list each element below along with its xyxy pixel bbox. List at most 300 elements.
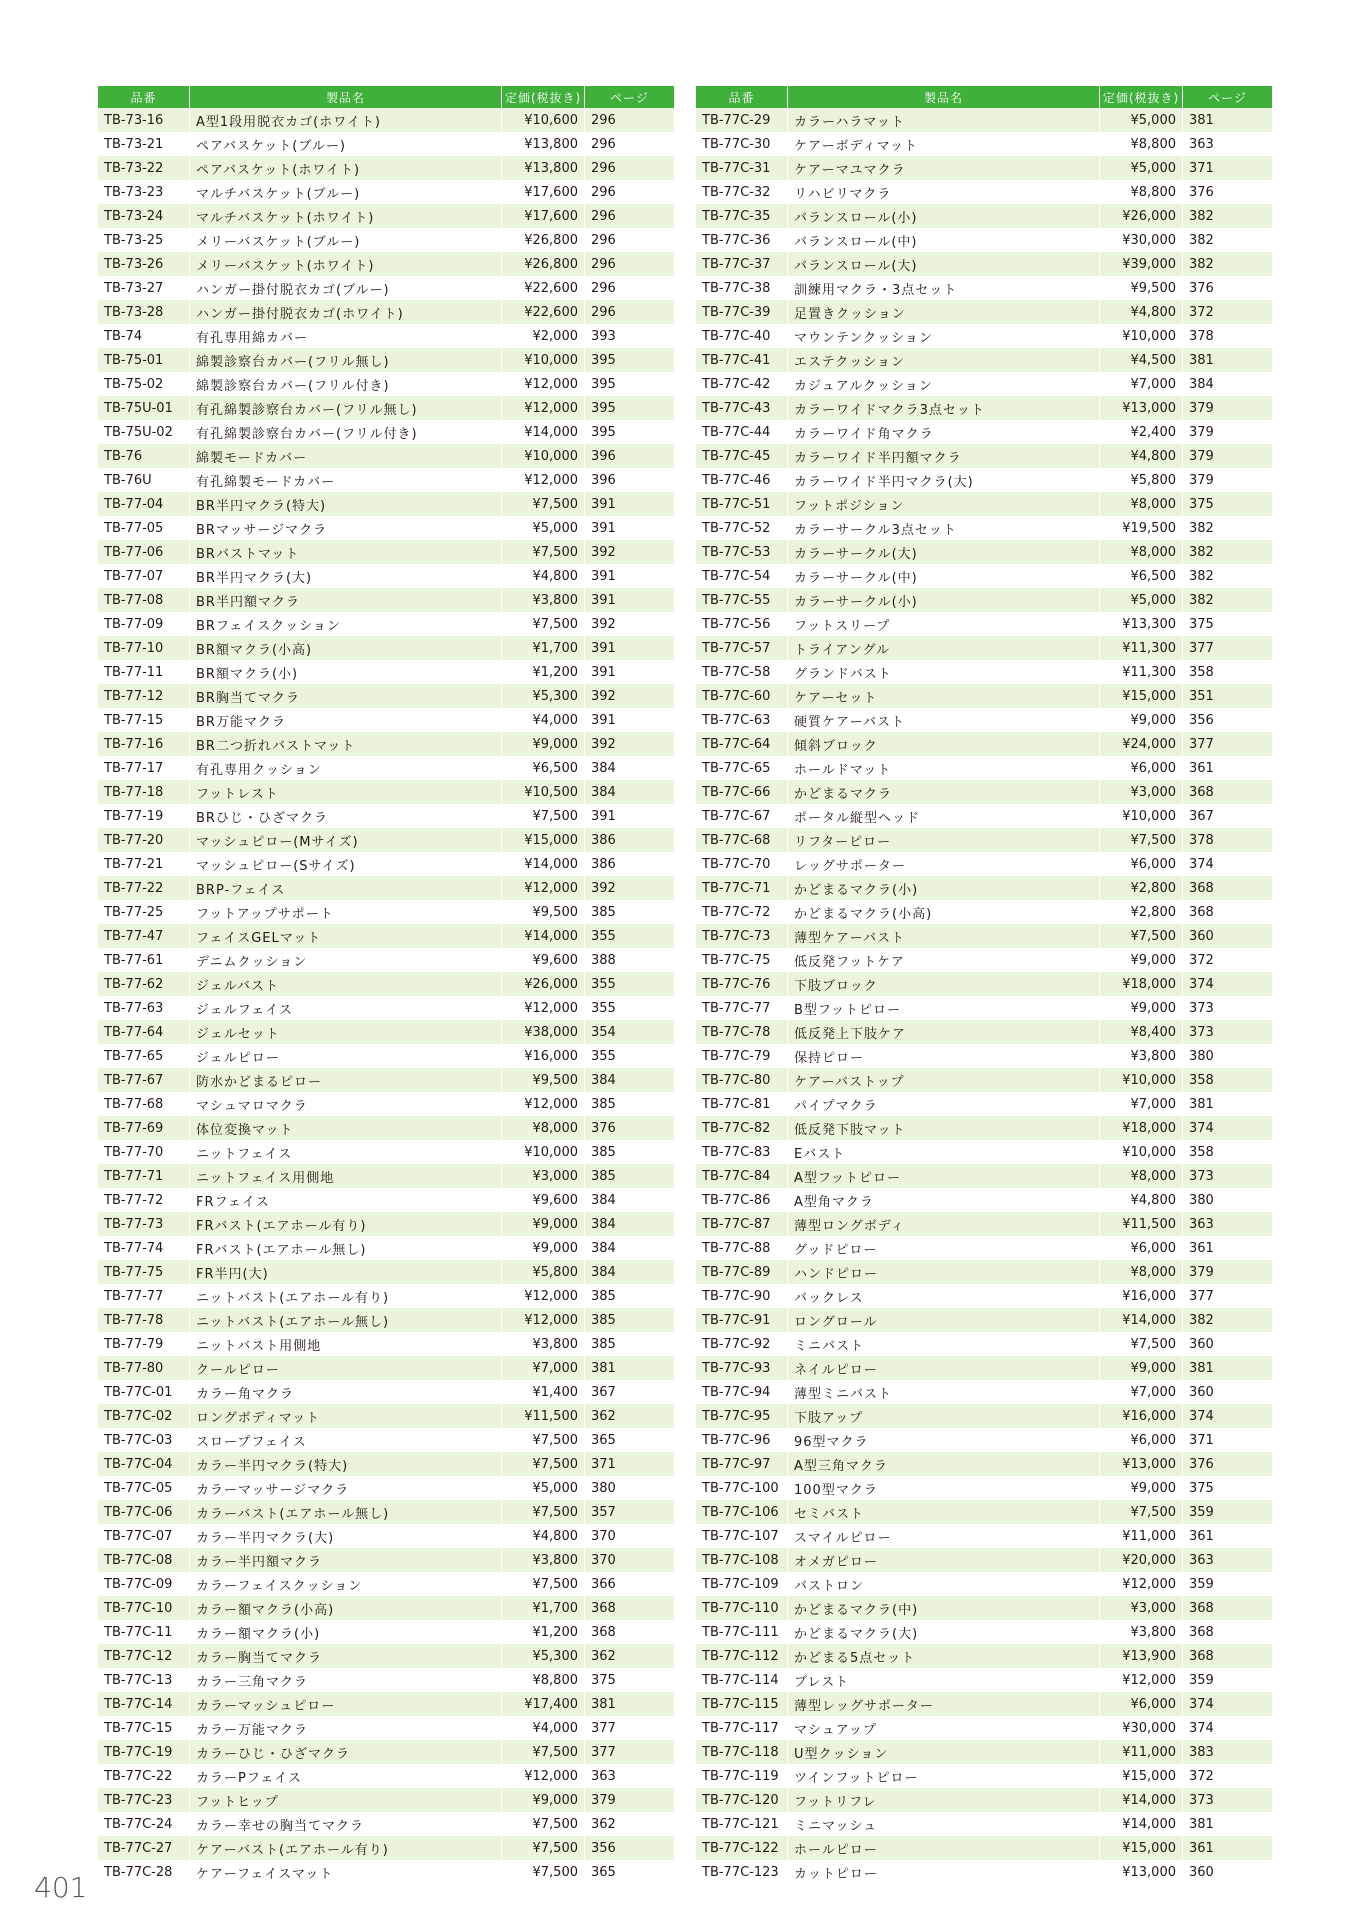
- product-price: ¥1,200: [501, 1620, 584, 1644]
- table-row: [98, 1404, 674, 1428]
- product-price: ¥2,000: [501, 324, 584, 348]
- product-name: マルチバスケット(ホワイト): [189, 204, 501, 228]
- product-code: TB-77-67: [98, 1068, 189, 1092]
- table-row: [696, 876, 1272, 900]
- product-name: 保持ピロー: [787, 1044, 1099, 1068]
- table-row: [696, 780, 1272, 804]
- product-name: フットポジション: [787, 492, 1099, 516]
- product-code: TB-77C-117: [696, 1716, 787, 1740]
- product-price: ¥7,500: [501, 1812, 584, 1836]
- product-price: ¥15,000: [501, 828, 584, 852]
- product-price: ¥20,000: [1099, 1548, 1182, 1572]
- product-code: TB-77C-81: [696, 1092, 787, 1116]
- table-row: [696, 1284, 1272, 1308]
- product-name: ペアバスケット(ブルー): [189, 132, 501, 156]
- catalog-page: 372: [1182, 300, 1272, 324]
- product-price: ¥18,000: [1099, 972, 1182, 996]
- catalog-page: 355: [584, 972, 674, 996]
- product-name: メリーバスケット(ホワイト): [189, 252, 501, 276]
- product-code: TB-77-72: [98, 1188, 189, 1212]
- product-price: ¥14,000: [501, 924, 584, 948]
- catalog-page: 296: [584, 132, 674, 156]
- product-name: ケアーフェイスマット: [189, 1860, 501, 1884]
- product-name: マッシュピロー(Sサイズ): [189, 852, 501, 876]
- product-price: ¥5,000: [1099, 108, 1182, 132]
- product-name: BR半円額マクラ: [189, 588, 501, 612]
- product-name: フットレスト: [189, 780, 501, 804]
- product-price: ¥7,000: [501, 1356, 584, 1380]
- product-code: TB-77C-122: [696, 1836, 787, 1860]
- product-price: ¥12,000: [1099, 1572, 1182, 1596]
- product-code: TB-77-17: [98, 756, 189, 780]
- catalog-page: 381: [584, 1692, 674, 1716]
- product-code: TB-77C-94: [696, 1380, 787, 1404]
- catalog-page: 376: [1182, 180, 1272, 204]
- catalog-page: 392: [584, 612, 674, 636]
- product-name: マシュアップ: [787, 1716, 1099, 1740]
- product-name: スマイルピロー: [787, 1524, 1099, 1548]
- product-code: TB-77-74: [98, 1236, 189, 1260]
- table-row: [98, 1452, 674, 1476]
- product-price: ¥7,500: [501, 492, 584, 516]
- product-code: TB-75-02: [98, 372, 189, 396]
- table-row: [696, 1500, 1272, 1524]
- product-name: マルチバスケット(ブルー): [189, 180, 501, 204]
- product-price: ¥9,000: [501, 732, 584, 756]
- product-price: ¥14,000: [1099, 1308, 1182, 1332]
- product-name: ジェルセット: [189, 1020, 501, 1044]
- product-price: ¥9,000: [1099, 708, 1182, 732]
- product-name: 薄型レッグサポーター: [787, 1692, 1099, 1716]
- product-name: ホールピロー: [787, 1836, 1099, 1860]
- product-price: ¥1,400: [501, 1380, 584, 1404]
- catalog-page: 360: [1182, 924, 1272, 948]
- catalog-page: 391: [584, 516, 674, 540]
- product-code: TB-77C-96: [696, 1428, 787, 1452]
- catalog-page: 368: [1182, 1644, 1272, 1668]
- catalog-page: 360: [1182, 1332, 1272, 1356]
- product-name: カラー半円マクラ(大): [189, 1524, 501, 1548]
- product-name: ロングロール: [787, 1308, 1099, 1332]
- table-row: [98, 1596, 674, 1620]
- table-row: [696, 1380, 1272, 1404]
- product-name: クールピロー: [189, 1356, 501, 1380]
- table-header-row: [696, 86, 1272, 108]
- table-row: [98, 852, 674, 876]
- product-name: カラーサークル(小): [787, 588, 1099, 612]
- product-price: ¥3,000: [1099, 780, 1182, 804]
- product-price: ¥7,500: [1099, 1332, 1182, 1356]
- product-price: ¥10,000: [501, 348, 584, 372]
- product-code: TB-77-47: [98, 924, 189, 948]
- product-code: TB-77C-52: [696, 516, 787, 540]
- product-name: カラーサークル3点セット: [787, 516, 1099, 540]
- table-row: [98, 1092, 674, 1116]
- product-price: ¥8,000: [1099, 540, 1182, 564]
- product-name: バストロン: [787, 1572, 1099, 1596]
- product-name: BRP-フェイス: [189, 876, 501, 900]
- product-name: ケアーバストップ: [787, 1068, 1099, 1092]
- table-row: [696, 924, 1272, 948]
- product-name: カラーサークル(大): [787, 540, 1099, 564]
- product-name: 訓練用マクラ・3点セット: [787, 276, 1099, 300]
- product-code: TB-77C-28: [98, 1860, 189, 1884]
- catalog-page: 377: [584, 1740, 674, 1764]
- product-code: TB-77C-67: [696, 804, 787, 828]
- catalog-page: 375: [1182, 492, 1272, 516]
- catalog-page: 377: [1182, 1284, 1272, 1308]
- product-price: ¥17,600: [501, 180, 584, 204]
- table-row: [696, 948, 1272, 972]
- table-row: [696, 660, 1272, 684]
- product-price: ¥10,000: [501, 1140, 584, 1164]
- product-table-right: [696, 86, 1272, 1884]
- table-row: [98, 324, 674, 348]
- product-code: TB-77C-73: [696, 924, 787, 948]
- product-name: A型角マクラ: [787, 1188, 1099, 1212]
- page-number: 401: [34, 1871, 88, 1904]
- product-name: カラーワイド半円マクラ(大): [787, 468, 1099, 492]
- product-code: TB-77C-108: [696, 1548, 787, 1572]
- table-row: [98, 756, 674, 780]
- product-name: フットアップサポート: [189, 900, 501, 924]
- table-row: [696, 252, 1272, 276]
- product-code: TB-77C-68: [696, 828, 787, 852]
- product-code: TB-77C-90: [696, 1284, 787, 1308]
- product-code: TB-77C-95: [696, 1404, 787, 1428]
- table-row: [696, 1812, 1272, 1836]
- product-name: 有孔綿製診察台カバー(フリル付き): [189, 420, 501, 444]
- product-price: ¥8,000: [501, 1116, 584, 1140]
- product-name: 傾斜ブロック: [787, 732, 1099, 756]
- product-price: ¥13,000: [1099, 1452, 1182, 1476]
- product-name: FRバスト(エアホール無し): [189, 1236, 501, 1260]
- catalog-page: 384: [584, 756, 674, 780]
- product-code: TB-77-19: [98, 804, 189, 828]
- table-row: [696, 1548, 1272, 1572]
- product-price: ¥9,500: [1099, 276, 1182, 300]
- product-code: TB-77C-112: [696, 1644, 787, 1668]
- product-code: TB-75U-01: [98, 396, 189, 420]
- product-code: TB-77-63: [98, 996, 189, 1020]
- catalog-page: 377: [1182, 732, 1272, 756]
- product-code: TB-77C-53: [696, 540, 787, 564]
- catalog-page: 361: [1182, 1236, 1272, 1260]
- catalog-page: 370: [584, 1524, 674, 1548]
- product-name: カラー額マクラ(小): [189, 1620, 501, 1644]
- product-price: ¥7,500: [501, 540, 584, 564]
- product-price: ¥6,500: [501, 756, 584, 780]
- catalog-page: 395: [584, 372, 674, 396]
- catalog-page: 378: [1182, 828, 1272, 852]
- product-code: TB-75U-02: [98, 420, 189, 444]
- table-row: [696, 396, 1272, 420]
- product-code: TB-73-27: [98, 276, 189, 300]
- table-row: [98, 1380, 674, 1404]
- product-price: ¥7,500: [501, 1836, 584, 1860]
- product-price: ¥15,000: [1099, 1836, 1182, 1860]
- product-code: TB-77C-82: [696, 1116, 787, 1140]
- catalog-page: 372: [1182, 1764, 1272, 1788]
- catalog-page: 361: [1182, 1524, 1272, 1548]
- catalog-page: 380: [1182, 1188, 1272, 1212]
- product-name: カラーマッシュピロー: [189, 1692, 501, 1716]
- product-name: かどまるマクラ(大): [787, 1620, 1099, 1644]
- product-code: TB-76U: [98, 468, 189, 492]
- table-row: [696, 1764, 1272, 1788]
- catalog-page: 371: [1182, 156, 1272, 180]
- catalog-page: 374: [1182, 852, 1272, 876]
- product-name: マウンテンクッション: [787, 324, 1099, 348]
- product-code: TB-77C-45: [696, 444, 787, 468]
- product-price: ¥7,500: [501, 612, 584, 636]
- table-row: [98, 1236, 674, 1260]
- catalog-page: 373: [1182, 1164, 1272, 1188]
- product-name: レッグサポーター: [787, 852, 1099, 876]
- product-name: 下肢ブロック: [787, 972, 1099, 996]
- product-name: フットリフレ: [787, 1788, 1099, 1812]
- table-row: [696, 732, 1272, 756]
- product-name: ツインフットピロー: [787, 1764, 1099, 1788]
- catalog-page: 351: [1182, 684, 1272, 708]
- product-name: カラーバスト(エアホール無し): [189, 1500, 501, 1524]
- product-code: TB-77C-58: [696, 660, 787, 684]
- product-price: ¥4,800: [501, 1524, 584, 1548]
- product-name: カラーPフェイス: [189, 1764, 501, 1788]
- catalog-page: 371: [584, 1452, 674, 1476]
- table-row: [98, 1164, 674, 1188]
- product-name: カラーマッサージマクラ: [189, 1476, 501, 1500]
- table-row: [98, 1476, 674, 1500]
- product-price: ¥10,500: [501, 780, 584, 804]
- product-price: ¥7,500: [1099, 924, 1182, 948]
- product-price: ¥11,000: [1099, 1524, 1182, 1548]
- table-row: [696, 348, 1272, 372]
- catalog-page: 355: [584, 924, 674, 948]
- product-price: ¥5,000: [1099, 156, 1182, 180]
- table-row: [696, 612, 1272, 636]
- header-product-name: 製品名: [189, 86, 501, 108]
- product-name: カラー半円マクラ(特大): [189, 1452, 501, 1476]
- product-name: マッシュピロー(Mサイズ): [189, 828, 501, 852]
- catalog-page: 368: [584, 1620, 674, 1644]
- product-price: ¥12,000: [1099, 1668, 1182, 1692]
- table-row: [696, 1788, 1272, 1812]
- catalog-page: 296: [584, 108, 674, 132]
- product-name: カジュアルクッション: [787, 372, 1099, 396]
- catalog-page: 379: [1182, 1260, 1272, 1284]
- catalog-page: 396: [584, 444, 674, 468]
- product-price: ¥8,800: [1099, 180, 1182, 204]
- product-code: TB-77C-42: [696, 372, 787, 396]
- product-name: FRバスト(エアホール有り): [189, 1212, 501, 1236]
- product-name: ニットバスト用側地: [189, 1332, 501, 1356]
- product-code: TB-77C-19: [98, 1740, 189, 1764]
- product-code: TB-77C-55: [696, 588, 787, 612]
- product-price: ¥14,000: [1099, 1812, 1182, 1836]
- product-code: TB-77C-77: [696, 996, 787, 1020]
- catalog-page: 384: [584, 1260, 674, 1284]
- catalog-page: 392: [584, 732, 674, 756]
- product-name: ジェルフェイス: [189, 996, 501, 1020]
- product-price: ¥30,000: [1099, 228, 1182, 252]
- product-code: TB-77C-91: [696, 1308, 787, 1332]
- product-code: TB-77C-51: [696, 492, 787, 516]
- catalog-page: 359: [1182, 1668, 1272, 1692]
- product-price: ¥9,000: [501, 1212, 584, 1236]
- product-name: オメガピロー: [787, 1548, 1099, 1572]
- product-code: TB-77C-56: [696, 612, 787, 636]
- table-row: [696, 180, 1272, 204]
- product-price: ¥13,000: [1099, 1860, 1182, 1884]
- product-price: ¥11,500: [1099, 1212, 1182, 1236]
- catalog-page: 382: [1182, 1308, 1272, 1332]
- catalog-page: 354: [584, 1020, 674, 1044]
- table-row: [696, 444, 1272, 468]
- product-price: ¥5,000: [501, 1476, 584, 1500]
- product-price: ¥6,000: [1099, 1428, 1182, 1452]
- product-name: 低反発下肢マット: [787, 1116, 1099, 1140]
- table-row: [98, 1788, 674, 1812]
- product-price: ¥22,600: [501, 276, 584, 300]
- catalog-page: 391: [584, 804, 674, 828]
- product-price: ¥9,000: [1099, 996, 1182, 1020]
- table-row: [696, 804, 1272, 828]
- product-price: ¥12,000: [501, 996, 584, 1020]
- product-name: カラーハラマット: [787, 108, 1099, 132]
- product-code: TB-77-62: [98, 972, 189, 996]
- product-price: ¥5,300: [501, 684, 584, 708]
- catalog-page: 380: [584, 1476, 674, 1500]
- catalog-page: 296: [584, 204, 674, 228]
- product-name: ニットバスト(エアホール有り): [189, 1284, 501, 1308]
- table-row: [696, 1092, 1272, 1116]
- product-code: TB-77-75: [98, 1260, 189, 1284]
- product-price: ¥7,500: [1099, 828, 1182, 852]
- table-row: [696, 564, 1272, 588]
- product-price: ¥9,000: [1099, 1356, 1182, 1380]
- catalog-page: 373: [1182, 1020, 1272, 1044]
- table-row: [696, 204, 1272, 228]
- header-page: ページ: [1182, 86, 1272, 108]
- product-price: ¥7,000: [1099, 1380, 1182, 1404]
- catalog-page: 365: [584, 1860, 674, 1884]
- product-price: ¥3,800: [501, 1332, 584, 1356]
- table-row: [98, 372, 674, 396]
- catalog-page: 385: [584, 900, 674, 924]
- product-name: Eバスト: [787, 1140, 1099, 1164]
- product-name: かどまるマクラ(小高): [787, 900, 1099, 924]
- product-code: TB-77-08: [98, 588, 189, 612]
- catalog-page: 296: [584, 300, 674, 324]
- catalog-page: 375: [1182, 612, 1272, 636]
- table-row: [98, 876, 674, 900]
- catalog-page: 359: [1182, 1572, 1272, 1596]
- catalog-page: 377: [1182, 636, 1272, 660]
- table-row: [98, 1212, 674, 1236]
- product-price: ¥11,300: [1099, 660, 1182, 684]
- product-price: ¥4,800: [501, 564, 584, 588]
- product-code: TB-77C-37: [696, 252, 787, 276]
- product-code: TB-77C-27: [98, 1836, 189, 1860]
- table-row: [98, 1116, 674, 1140]
- product-price: ¥5,000: [1099, 588, 1182, 612]
- product-code: TB-77-07: [98, 564, 189, 588]
- product-price: ¥6,000: [1099, 1692, 1182, 1716]
- header-page: ページ: [584, 86, 674, 108]
- product-price: ¥2,400: [1099, 420, 1182, 444]
- product-price: ¥7,500: [501, 804, 584, 828]
- product-code: TB-77-71: [98, 1164, 189, 1188]
- catalog-page: 384: [584, 1188, 674, 1212]
- table-row: [696, 1236, 1272, 1260]
- catalog-page: 296: [584, 180, 674, 204]
- table-row: [98, 1860, 674, 1884]
- table-row: [98, 1740, 674, 1764]
- product-name: カラー角マクラ: [189, 1380, 501, 1404]
- product-code: TB-77C-86: [696, 1188, 787, 1212]
- table-row: [98, 1260, 674, 1284]
- product-price: ¥7,000: [1099, 372, 1182, 396]
- product-price: ¥5,800: [1099, 468, 1182, 492]
- product-name: フットスリープ: [787, 612, 1099, 636]
- table-row: [98, 492, 674, 516]
- product-code: TB-77C-75: [696, 948, 787, 972]
- product-price: ¥14,000: [501, 852, 584, 876]
- catalog-page: 296: [584, 228, 674, 252]
- product-price: ¥8,400: [1099, 1020, 1182, 1044]
- table-row: [696, 1212, 1272, 1236]
- product-name: バランスロール(小): [787, 204, 1099, 228]
- catalog-page: 370: [584, 1548, 674, 1572]
- product-name: カラーフェイスクッション: [189, 1572, 501, 1596]
- catalog-page: 395: [584, 348, 674, 372]
- product-code: TB-77C-97: [696, 1452, 787, 1476]
- product-name: 綿製モードカバー: [189, 444, 501, 468]
- table-row: [696, 300, 1272, 324]
- table-row: [696, 228, 1272, 252]
- product-name: トライアングル: [787, 636, 1099, 660]
- catalog-page: 382: [1182, 228, 1272, 252]
- product-name: カラーワイドマクラ3点セット: [787, 396, 1099, 420]
- catalog-page: 367: [1182, 804, 1272, 828]
- product-price: ¥17,400: [501, 1692, 584, 1716]
- product-code: TB-77C-71: [696, 876, 787, 900]
- catalog-page: 385: [584, 1092, 674, 1116]
- catalog-page: 379: [1182, 396, 1272, 420]
- table-row: [696, 636, 1272, 660]
- catalog-page: 384: [584, 1068, 674, 1092]
- product-name: ロングボディマット: [189, 1404, 501, 1428]
- catalog-page: 392: [584, 684, 674, 708]
- catalog-page: 385: [584, 1140, 674, 1164]
- catalog-page: 395: [584, 396, 674, 420]
- product-price: ¥22,600: [501, 300, 584, 324]
- table-row: [98, 708, 674, 732]
- product-price: ¥8,000: [1099, 1164, 1182, 1188]
- product-code: TB-77C-02: [98, 1404, 189, 1428]
- product-name: BRひじ・ひざマクラ: [189, 804, 501, 828]
- table-row: [696, 684, 1272, 708]
- table-row: [696, 1692, 1272, 1716]
- catalog-page: 382: [1182, 204, 1272, 228]
- table-row: [696, 1044, 1272, 1068]
- table-row: [98, 396, 674, 420]
- product-price: ¥10,000: [1099, 324, 1182, 348]
- table-row: [98, 1044, 674, 1068]
- table-row: [696, 900, 1272, 924]
- catalog-page: 382: [1182, 564, 1272, 588]
